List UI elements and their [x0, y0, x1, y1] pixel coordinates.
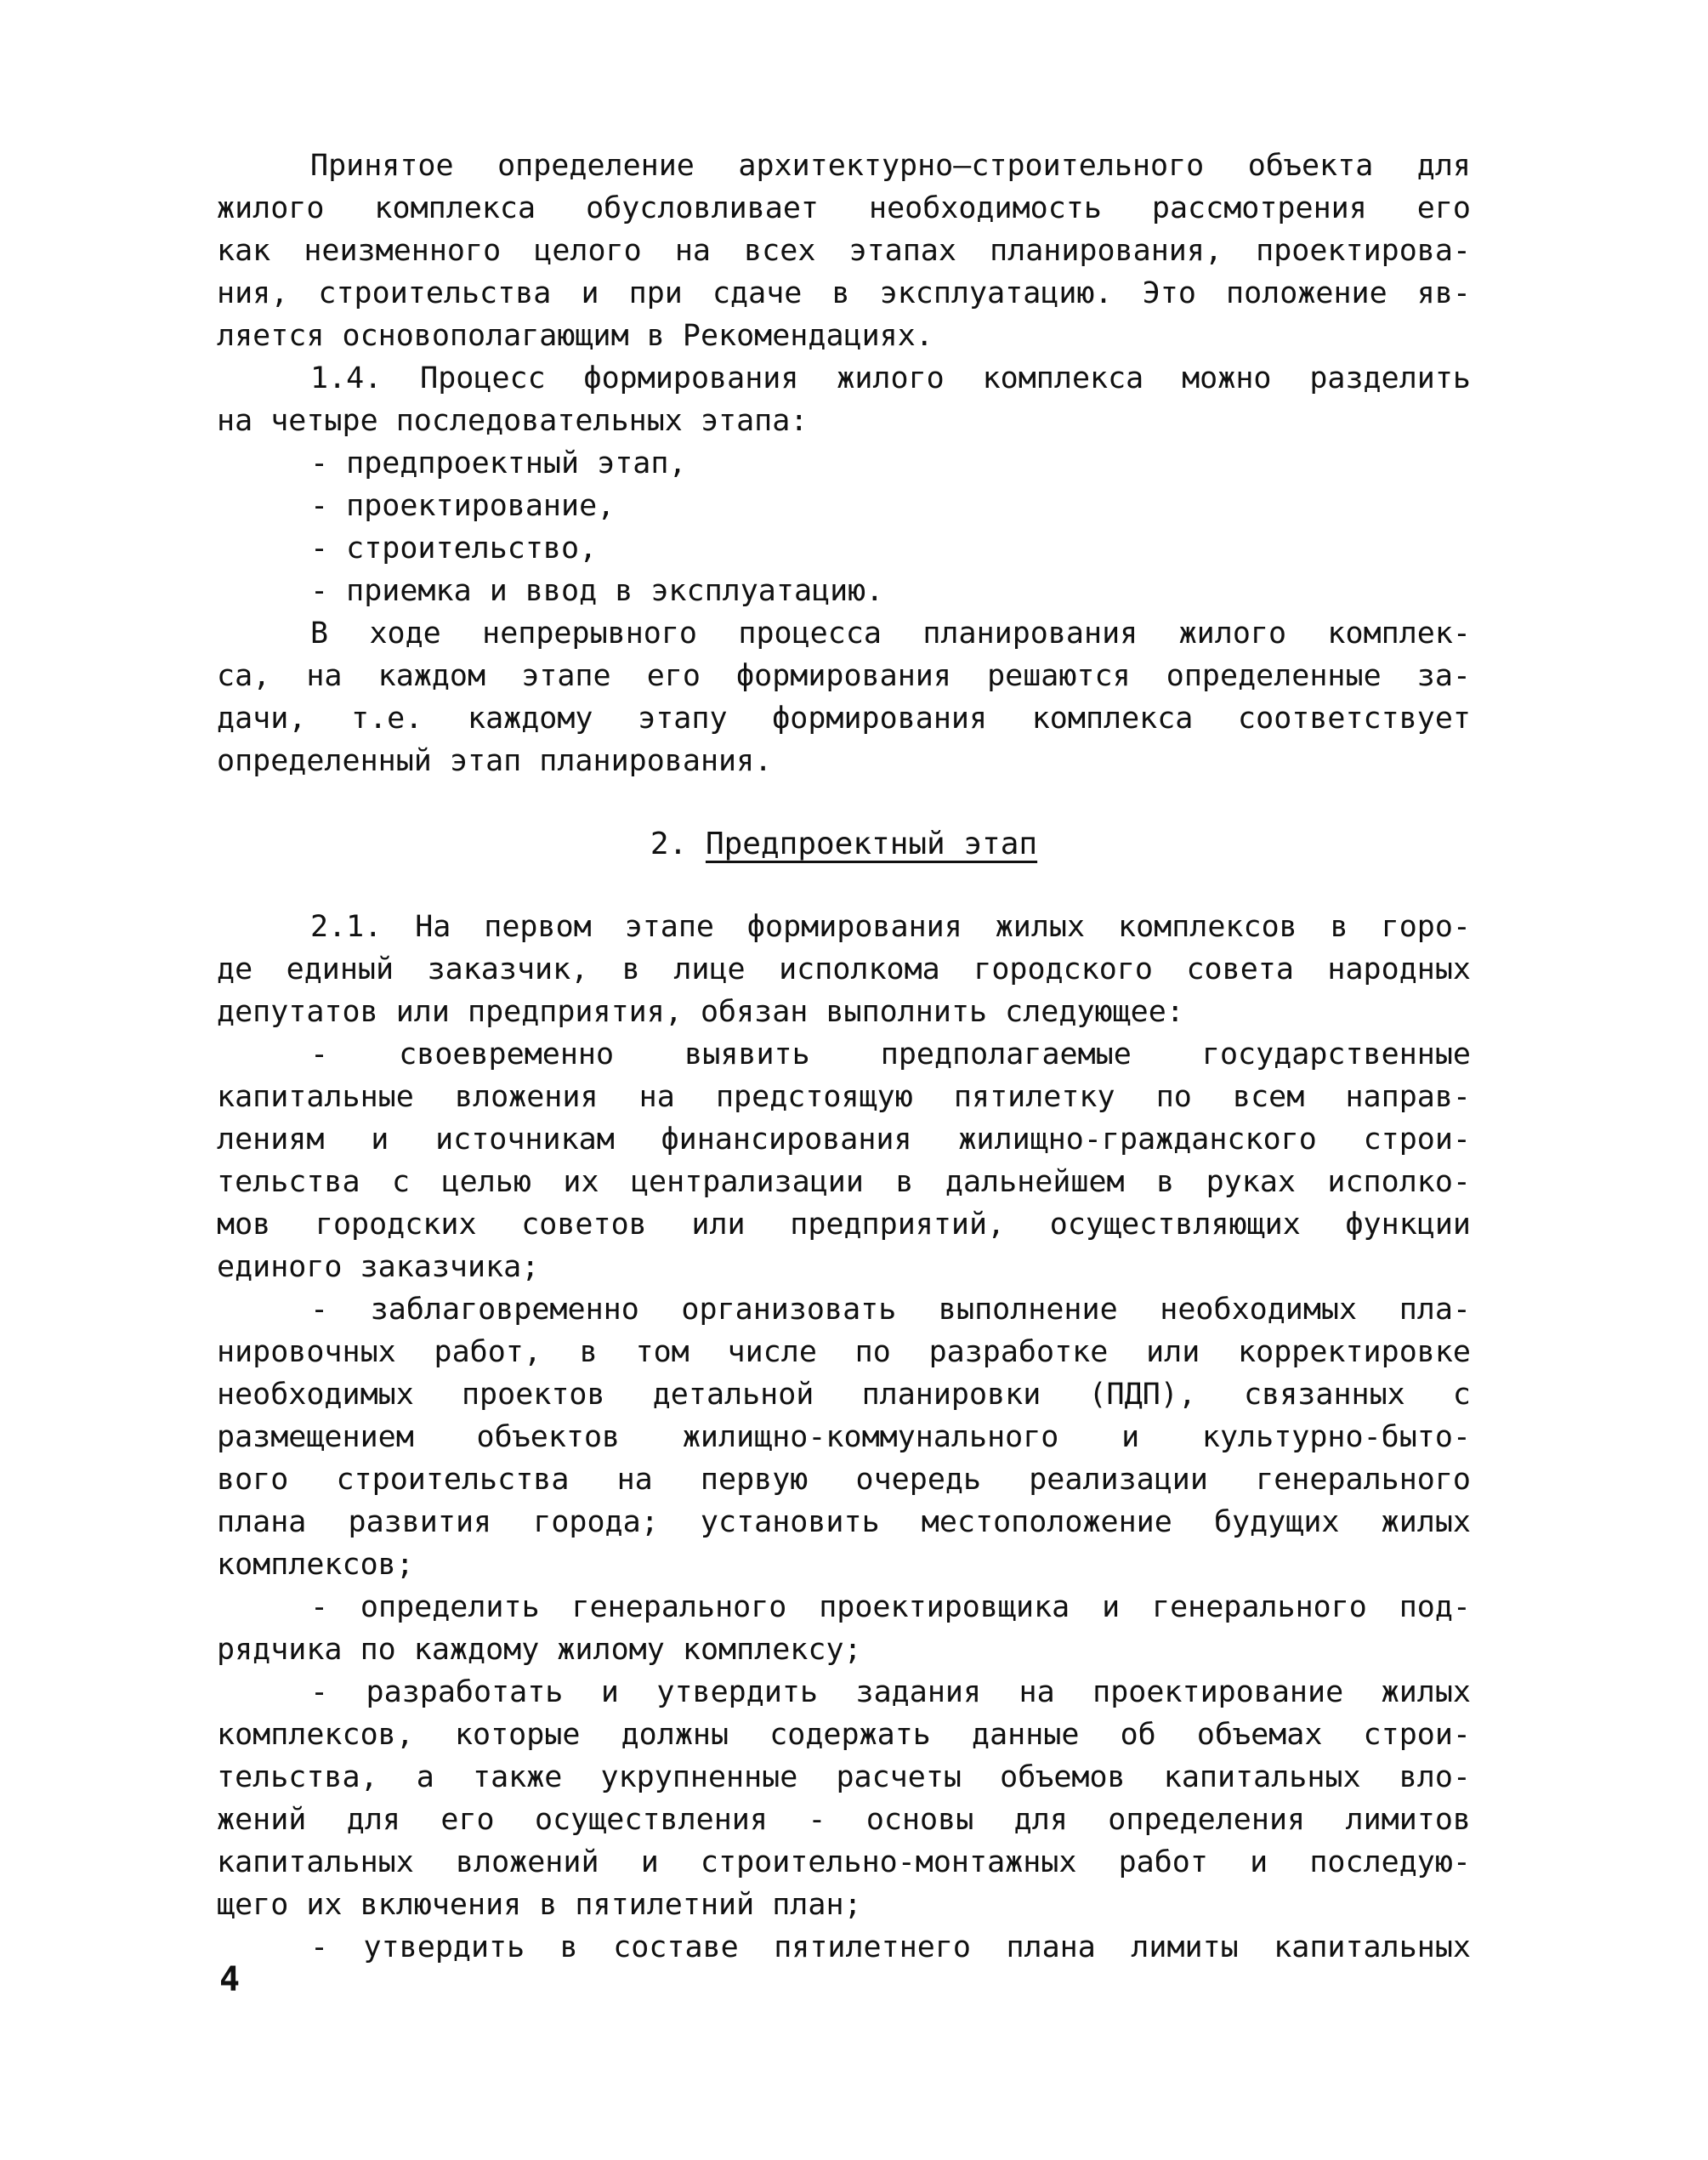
- text-line: лениям и источникам финансирования жилищно-гражданского строи-: [217, 1123, 1471, 1157]
- text-line: нировочных работ, в том числе по разработке или корректировке: [217, 1335, 1471, 1369]
- text-line: щего их включения в пятилетний план;: [217, 1888, 862, 1922]
- text-line: Принятое определение архитектурно–строительного объекта для: [310, 149, 1471, 183]
- section-title: Предпроектный этап: [705, 827, 1038, 861]
- text-line: жений для его осуществления - основы для определения лимитов: [217, 1803, 1471, 1837]
- list-item: - проектирование,: [310, 489, 616, 523]
- text-line: комплексов;: [217, 1548, 414, 1582]
- text-line: - разработать и утвердить задания на проектирование жилых: [310, 1675, 1471, 1709]
- text-line: - своевременно выявить предполагаемые государственные: [310, 1037, 1471, 1071]
- text-line: вого строительства на первую очередь реализации генерального: [217, 1463, 1471, 1497]
- text-line: жилого комплекса обусловливает необходимость рассмотрения его: [217, 191, 1471, 225]
- text-line: капитальных вложений и строительно-монтажных работ и последую-: [217, 1845, 1471, 1879]
- text-line: мов городских советов или предприятий, осуществляющих функции: [217, 1208, 1471, 1242]
- text-line: са, на каждом этапе его формирования решаются определенные за-: [217, 659, 1471, 693]
- text-line: ния, строительства и при сдаче в эксплуатацию. Это положение яв-: [217, 276, 1471, 310]
- list-item: - приемка и ввод в эксплуатацию.: [310, 574, 884, 608]
- text-line: плана развития города; установить местоположение будущих жилых: [217, 1505, 1471, 1539]
- text-line: рядчика по каждому жилому комплексу;: [217, 1633, 862, 1667]
- text-line: де единый заказчик, в лице исполкома городского совета народных: [217, 952, 1471, 986]
- text-line: необходимых проектов детальной планировки (ПДП), связанных с: [217, 1378, 1471, 1412]
- text-line: - утвердить в составе пятилетнего плана лимиты капитальных: [310, 1930, 1471, 1964]
- text-line: комплексов, которые должны содержать данные об объемах строи-: [217, 1718, 1471, 1752]
- text-line: - заблаговременно организовать выполнение необходимых пла-: [310, 1293, 1471, 1327]
- text-line: на четыре последовательных этапа:: [217, 404, 809, 438]
- section-heading: [217, 821, 1471, 868]
- list-item: - строительство,: [310, 531, 598, 566]
- page-number: 4: [219, 1960, 241, 1999]
- text-line: 2.1. На первом этапе формирования жилых комплексов в горо-: [310, 910, 1471, 944]
- text-line: тельства, а также укрупненные расчеты объемов капитальных вло-: [217, 1760, 1471, 1794]
- text-line: В ходе непрерывного процесса планирования жилого комплек-: [310, 617, 1471, 651]
- text-line: определенный этап планирования.: [217, 744, 773, 778]
- text-line: депутатов или предприятия, обязан выполнить следующее:: [217, 995, 1184, 1029]
- text-line: размещением объектов жилищно-коммунального и культурно-быто-: [217, 1420, 1471, 1454]
- text-line: - определить генерального проектировщика и генерального под-: [310, 1590, 1471, 1624]
- text-line: дачи, т.е. каждому этапу формирования комплекса соответствует: [217, 702, 1471, 736]
- text-line: единого заказчика;: [217, 1250, 540, 1284]
- text-line: 1.4. Процесс формирования жилого комплекса можно разделить: [310, 361, 1471, 395]
- text-line: капитальные вложения на предстоящую пятилетку по всем направ-: [217, 1080, 1471, 1114]
- list-item: - предпроектный этап,: [310, 446, 687, 480]
- text-line: тельства с целью их централизации в дальнейшем в руках исполко-: [217, 1165, 1471, 1199]
- section-number: 2.: [650, 827, 688, 861]
- text-line: ляется основополагающим в Рекомендациях.: [217, 319, 933, 353]
- text-line: как неизменного целого на всех этапах планирования, проектирова-: [217, 234, 1471, 268]
